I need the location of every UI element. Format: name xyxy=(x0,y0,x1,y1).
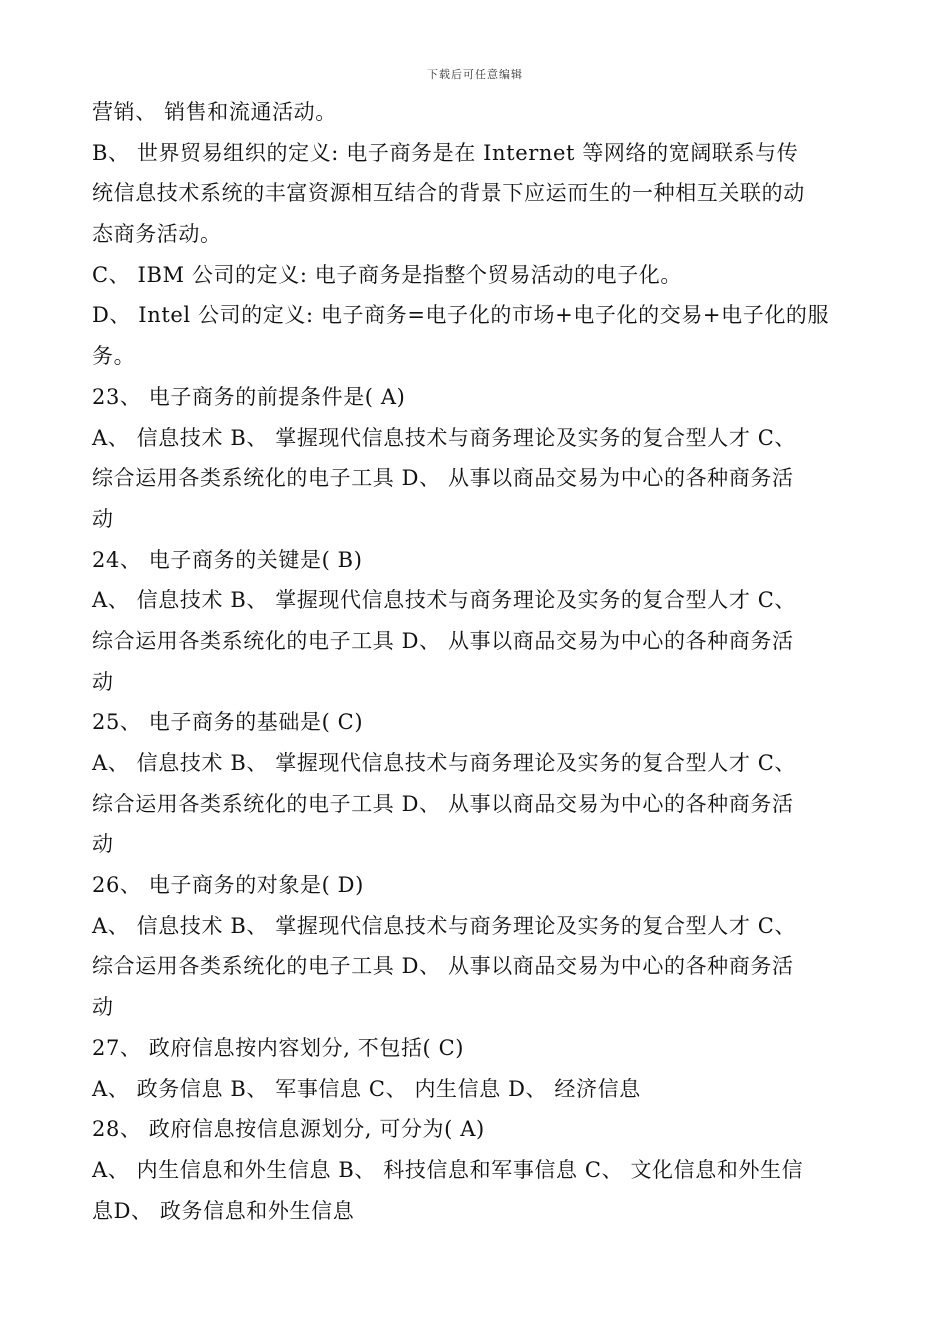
document-body xyxy=(92,92,862,1231)
text-line: 统信息技术系统的丰富资源相互结合的背景下应运而生的一种相互关联的动 xyxy=(92,181,805,206)
text-line: C、 IBM 公司的定义: 电子商务是指整个贸易活动的电子化。 xyxy=(92,262,682,287)
text-line: 动 xyxy=(92,669,114,694)
text-line: 务。 xyxy=(92,344,136,369)
question-26: 26、 电子商务的对象是( D) xyxy=(92,873,364,898)
text-line: 综合运用各类系统化的电子工具 D、 从事以商品交易为中心的各种商务活 xyxy=(92,791,794,816)
text-line: 综合运用各类系统化的电子工具 D、 从事以商品交易为中心的各种商务活 xyxy=(92,466,794,491)
text-line: 动 xyxy=(92,506,114,531)
question-25: 25、 电子商务的基础是( C) xyxy=(92,710,364,735)
text-line: B、 世界贸易组织的定义: 电子商务是在 Internet 等网络的宽阔联系与传 xyxy=(92,140,799,165)
text-line: 动 xyxy=(92,832,114,857)
question-27: 27、 政府信息按内容划分, 不包括( C) xyxy=(92,1035,465,1060)
text-line: 动 xyxy=(92,995,114,1020)
text-line: 综合运用各类系统化的电子工具 D、 从事以商品交易为中心的各种商务活 xyxy=(92,954,794,979)
text-line: A、 内生信息和外生信息 B、 科技信息和军事信息 C、 文化信息和外生信 xyxy=(92,1157,804,1182)
text-line: A、 政务信息 B、 军事信息 C、 内生信息 D、 经济信息 xyxy=(92,1076,641,1101)
text-line: 态商务活动。 xyxy=(92,222,222,247)
text-line: 综合运用各类系统化的电子工具 D、 从事以商品交易为中心的各种商务活 xyxy=(92,628,794,653)
question-23: 23、 电子商务的前提条件是( A) xyxy=(92,384,406,409)
text-line: A、 信息技术 B、 掌握现代信息技术与商务理论及实务的复合型人才 C、 xyxy=(92,425,796,450)
text-line: 营销、 销售和流通活动。 xyxy=(92,100,337,124)
text-line: 息D、 政务信息和外生信息 xyxy=(92,1198,355,1223)
text-line: A、 信息技术 B、 掌握现代信息技术与商务理论及实务的复合型人才 C、 xyxy=(92,913,796,938)
text-line: A、 信息技术 B、 掌握现代信息技术与商务理论及实务的复合型人才 C、 xyxy=(92,588,796,613)
text-line: A、 信息技术 B、 掌握现代信息技术与商务理论及实务的复合型人才 C、 xyxy=(92,751,796,775)
text-line: D、 Intel 公司的定义: 电子商务=电子化的市场+电子化的交易+电子化的服 xyxy=(92,303,830,328)
question-24: 24、 电子商务的关键是( B) xyxy=(92,547,363,572)
question-28: 28、 政府信息按信息源划分, 可分为( A) xyxy=(92,1117,485,1142)
page-header: 下载后可任意编辑 xyxy=(427,68,523,81)
